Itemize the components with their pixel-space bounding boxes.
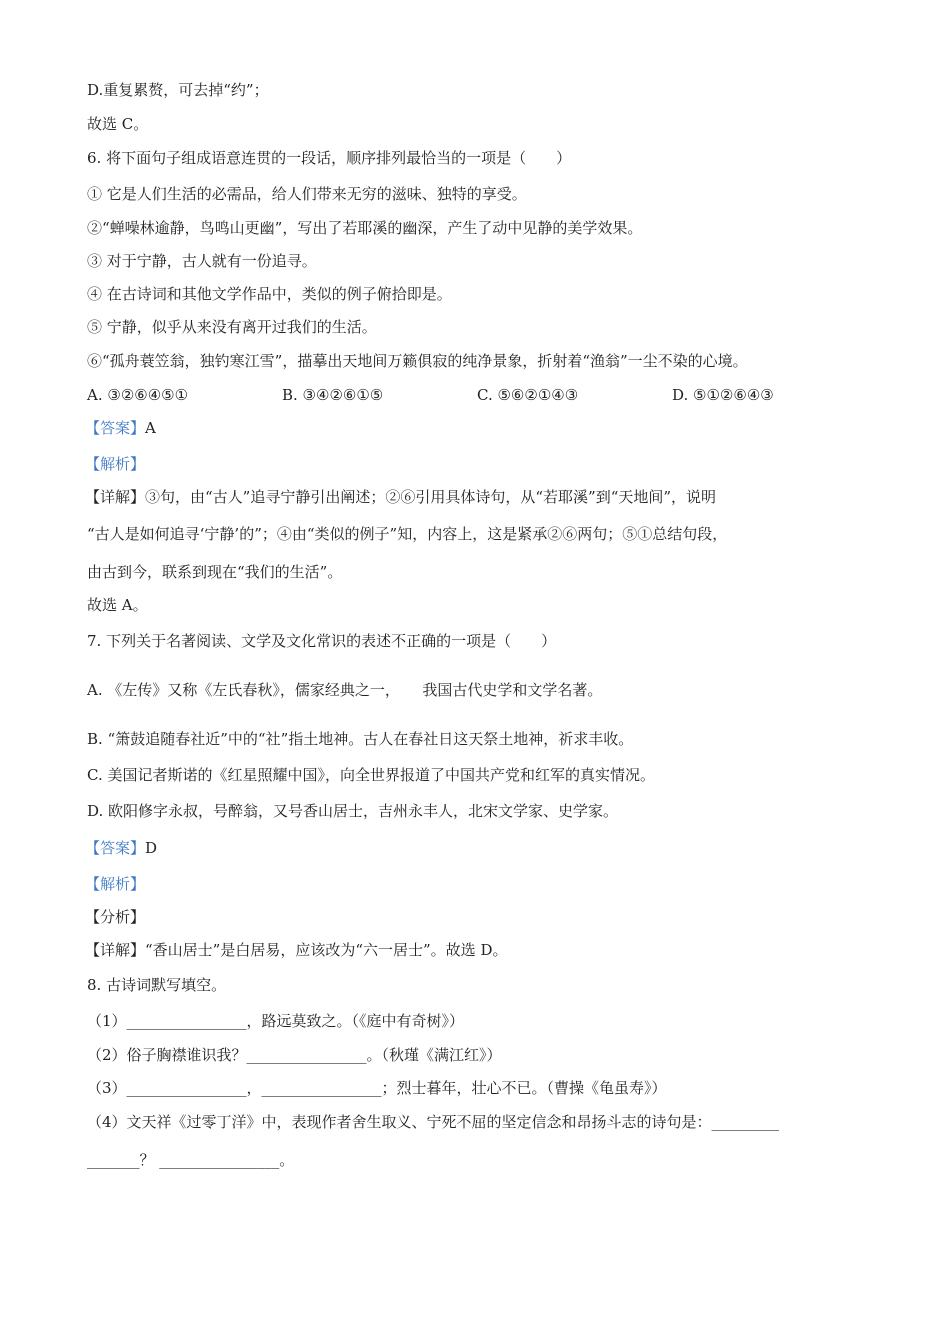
- q7-option-c: C. 美国记者斯诺的《红星照耀中国》，向全世界报道了中国共产党和红军的真实情况。: [87, 766, 655, 784]
- q6-sentence-6: ⑥“孤舟蓑笠翁，独钓寒江雪”，描摹出天地间万籁俱寂的纯净景象，折射着“渔翁”一尘不染的心境。: [87, 352, 748, 370]
- q7-option-d: D. 欧阳修字永叔，号醉翁，又号香山居士，吉州永丰人，北宋文学家、史学家。: [87, 802, 619, 820]
- explain-tag: 【详解】: [85, 488, 146, 506]
- q8-item-1: （1）________________，路远莫致之。（《庭中有奇树》）: [87, 1012, 465, 1030]
- answer-tag: 【答案】: [85, 419, 146, 437]
- q7-analysis-tag: 【解析】: [85, 875, 146, 893]
- q8-item-4-line-2: _______？ ________________。: [87, 1151, 295, 1169]
- q6-explain-line-3: 由古到今，联系到现在“我们的生活”。: [87, 563, 343, 581]
- q8-item-3: （3）________________，________________；烈士暮年，壮心不已。（曹操《龟虽寿》）: [87, 1079, 667, 1097]
- q6-sentence-5: ⑤ 宁静，似乎从来没有离开过我们的生活。: [87, 318, 377, 336]
- q6-title: 6. 将下面句子组成语意连贯的一段话，顺序排列最恰当的一项是（ ）: [87, 149, 572, 167]
- q6-explain-line-1: [85, 487, 716, 507]
- q8-item-4-line-1: （4）文天祥《过零丁洋》中，表现作者舍生取义、宁死不屈的坚定信念和昂扬斗志的诗句是：_________: [87, 1113, 780, 1131]
- q6-option-c: C. ⑤⑥②①④③: [477, 386, 579, 404]
- q6-explain-line-2: “古人是如何追寻‘宁静’的”；④由“类似的例子”知，内容上，这是紧承②⑥两句；⑤①总结句段，: [87, 525, 728, 543]
- q7-title: 7. 下列关于名著阅读、文学及文化常识的表述不正确的一项是（ ）: [87, 632, 557, 650]
- q8-title: 8. 古诗词默写填空。: [87, 976, 227, 994]
- q7-option-b: B. “箫鼓追随春社近”中的“社”指土地神。古人在春社日这天祭土地神，祈求丰收。: [87, 730, 634, 748]
- q6-sentence-4: ④ 在古诗词和其他文学作品中，类似的例子俯拾即是。: [87, 285, 452, 303]
- q6-sentence-2: ②“蝉噪林逾静，鸟鸣山更幽”，写出了若耶溪的幽深，产生了动中见静的美学效果。: [87, 219, 643, 237]
- q6-analysis-tag: 【解析】: [85, 455, 146, 473]
- q7-answer: [85, 838, 157, 858]
- q7-analysis-heading: 【分析】: [85, 908, 146, 926]
- q6-option-b: B. ③④②⑥①⑤: [282, 386, 384, 404]
- q6-options: [87, 385, 774, 405]
- q5-choose: 故选 C。: [87, 115, 149, 133]
- q6-option-d: D. ⑤①②⑥④③: [672, 386, 774, 404]
- q7-option-a: A. 《左传》又称《左氏春秋》，儒家经典之一， 我国古代史学和文学名著。: [87, 681, 603, 699]
- q6-choose: 故选 A。: [87, 596, 148, 614]
- answer-tag: 【答案】: [85, 839, 146, 857]
- answer-value: D: [145, 839, 158, 857]
- q5-option-d: D.重复累赘，可去掉“约”；: [87, 81, 269, 99]
- q6-sentence-3: ③ 对于宁静，古人就有一份追寻。: [87, 252, 317, 270]
- q6-sentence-1: ① 它是人们生活的必需品，给人们带来无穷的滋味、独特的享受。: [87, 185, 527, 203]
- q8-item-2: （2）俗子胸襟谁识我？________________。（秋瑾《满江红》）: [87, 1046, 502, 1064]
- q7-explain: 【详解】“香山居士”是白居易，应该改为“六一居士”。故选 D。: [85, 941, 508, 959]
- q6-answer: [85, 418, 156, 438]
- explain-text: ③句，由“古人”追寻宁静引出阐述；②⑥引用具体诗句，从“若耶溪”到“天地间”，说明: [145, 488, 717, 506]
- answer-value: A: [145, 419, 156, 437]
- q6-option-a: A. ③②⑥④⑤①: [87, 386, 189, 404]
